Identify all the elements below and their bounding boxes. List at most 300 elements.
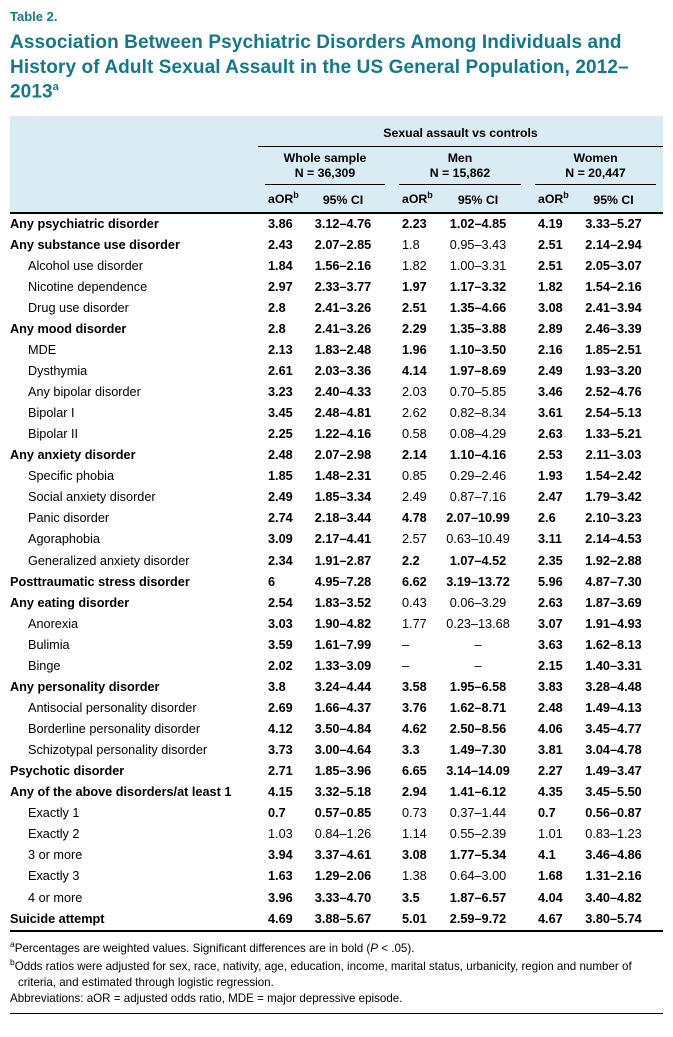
- aor-value: 2.51: [402, 300, 427, 315]
- row-label: Panic disorder: [28, 511, 110, 526]
- ci-value: 0.95–3.43: [449, 237, 507, 252]
- aor-value: 3.61: [538, 406, 563, 421]
- aor-value: 3.45: [268, 406, 293, 421]
- table-row: [10, 593, 663, 614]
- ci-value: 2.46–3.39: [585, 321, 642, 336]
- ci-value: 1.90–4.82: [314, 616, 372, 631]
- ci-value: 2.18–3.44: [314, 511, 372, 526]
- row-label: Exactly 2: [28, 827, 80, 842]
- page-title-text: Association Between Psychiatric Disorders Among Individuals and History of Adult Sexual Assault in the US General Population, 2012–2013: [10, 32, 629, 103]
- ci-value: 3.33–4.70: [314, 890, 372, 905]
- ci-value: 1.85–3.96: [314, 764, 372, 779]
- aor-value: 2.71: [268, 764, 293, 779]
- aor-value: 2.15: [538, 658, 563, 673]
- ci-value: 2.48–4.81: [314, 406, 372, 421]
- table-number-label: Table 2.: [10, 9, 58, 24]
- header-row-columns: [10, 185, 663, 212]
- ci-value: 1.95–6.58: [449, 679, 507, 694]
- table-row: [10, 361, 663, 382]
- table-row: [10, 846, 663, 867]
- ci-value: 3.32–5.18: [314, 785, 372, 800]
- aor-value: 3.63: [538, 637, 563, 652]
- aor-value: 2.35: [538, 553, 563, 568]
- ci-value: 2.59–9.72: [434, 909, 528, 931]
- table-row: [10, 256, 663, 277]
- corner-spacer: [10, 146, 258, 185]
- aor-value: 2.23: [402, 216, 427, 231]
- ci-value: 3.45–4.77: [585, 722, 642, 737]
- group-n: N = 15,862: [429, 166, 491, 181]
- aor-value: 3.96: [268, 890, 293, 905]
- table-row: [10, 783, 663, 804]
- ci-value: 0.56–0.87: [585, 806, 642, 821]
- table-row: [10, 762, 663, 783]
- aor-value: 2.49: [268, 490, 293, 505]
- ci-value: 0.70–5.85: [449, 385, 507, 400]
- aor-value: 1.82: [538, 279, 563, 294]
- ci-value: –: [474, 637, 482, 652]
- ci-value: 2.41–3.26: [314, 300, 372, 315]
- aor-value: 2.49: [402, 490, 427, 505]
- aor-value: 2.48: [538, 700, 563, 715]
- table-row: [10, 825, 663, 846]
- table-row: [10, 635, 663, 656]
- ci-value: 2.07–2.98: [314, 448, 372, 463]
- ci-value: 1.91–2.87: [314, 553, 372, 568]
- ci-value: 2.50–8.56: [449, 722, 507, 737]
- aor-value: 2.16: [538, 342, 563, 357]
- aor-value: 4.12: [268, 722, 293, 737]
- aor-value: 3.73: [268, 743, 293, 758]
- ci-value: 1.62–8.71: [449, 700, 507, 715]
- ci-value: 1.35–3.88: [449, 321, 507, 336]
- table-row: [10, 319, 663, 340]
- aor-value: 0.7: [538, 806, 556, 821]
- aor-value: 1.77: [402, 616, 427, 631]
- table-row: [10, 467, 663, 488]
- row-label: Alcohol use disorder: [28, 258, 143, 273]
- aor-value: 3.07: [538, 616, 563, 631]
- aor-value: 4.69: [258, 909, 300, 931]
- aor-value: 3.83: [538, 679, 563, 694]
- ci-value: 0.06–3.29: [449, 595, 507, 610]
- ci-value: 2.03–3.36: [314, 363, 372, 378]
- table-row: [10, 298, 663, 319]
- ci-value: 1.17–3.32: [449, 279, 507, 294]
- ci-value: 2.14–2.94: [585, 237, 642, 252]
- aor-value: 2.74: [268, 511, 293, 526]
- ci-value: 2.07–10.99: [446, 511, 510, 526]
- ci-value: 1.10–4.16: [449, 448, 507, 463]
- ci-value: 1.56–2.16: [314, 258, 372, 273]
- aor-value: 3.3: [402, 743, 420, 758]
- aor-value: 4.15: [268, 785, 293, 800]
- table-row: [10, 909, 663, 931]
- aor-value: 4.62: [402, 722, 427, 737]
- aor-value: 2.61: [268, 363, 293, 378]
- col-header-ci-whole: 95% CI: [300, 185, 392, 212]
- row-label: Bulimia: [28, 637, 70, 652]
- aor-value: 0.73: [402, 806, 427, 821]
- aor-value: 2.97: [268, 279, 293, 294]
- ci-value: 0.08–4.29: [449, 427, 507, 442]
- ci-value: 3.04–4.78: [585, 743, 642, 758]
- ci-value: 1.33–5.21: [585, 427, 642, 442]
- corner-spacer: [10, 116, 258, 146]
- aor-footnote-marker: b: [427, 190, 433, 201]
- row-label: Antisocial personality disorder: [28, 700, 197, 715]
- ci-value: 1.00–3.31: [449, 258, 507, 273]
- aor-value: 1.63: [268, 869, 293, 884]
- ci-value: 1.77–5.34: [449, 848, 507, 863]
- aor-value: 3.08: [402, 848, 427, 863]
- aor-value: 4.35: [538, 785, 563, 800]
- row-label: 3 or more: [28, 848, 83, 863]
- ci-value: 1.93–3.20: [585, 363, 642, 378]
- row-label: 4 or more: [28, 890, 83, 905]
- col-group-women: [528, 146, 663, 185]
- ci-value: 3.45–5.50: [585, 785, 642, 800]
- ci-value: 1.61–7.99: [314, 637, 372, 652]
- aor-value: 0.85: [402, 469, 427, 484]
- aor-value: 6.62: [402, 574, 427, 589]
- col-header-ci-men: 95% CI: [434, 185, 528, 212]
- ci-value: 1.31–2.16: [585, 869, 642, 884]
- ci-value: 0.55–2.39: [449, 827, 507, 842]
- aor-value: 2.63: [538, 427, 563, 442]
- aor-value: 2.49: [538, 363, 563, 378]
- aor-value: 0.43: [402, 595, 427, 610]
- aor-footnote-marker: b: [563, 190, 569, 201]
- title-footnote-marker: a: [52, 81, 59, 94]
- ci-value: 1.92–2.88: [585, 553, 642, 568]
- col-header-aor-men: aOR$^b$: [392, 185, 434, 212]
- row-label: Posttraumatic stress disorder: [10, 574, 190, 589]
- row-label: Nicotine dependence: [28, 279, 148, 294]
- aor-value: 2.02: [268, 658, 293, 673]
- table-row: [10, 509, 663, 530]
- row-label: Any bipolar disorder: [28, 385, 141, 400]
- table-row: [10, 551, 663, 572]
- group-label: Men: [447, 150, 473, 165]
- table-row: [10, 382, 663, 403]
- aor-value: 1.82: [402, 258, 427, 273]
- group-n: N = 20,447: [565, 166, 626, 181]
- aor-value: 1.85: [268, 469, 293, 484]
- aor-value: 3.08: [538, 300, 563, 315]
- ci-value: 3.00–4.64: [314, 743, 372, 758]
- footnote: Abbreviations: aOR = adjusted odds ratio, MDE = major depressive episode.: [10, 991, 403, 1005]
- page-title: [10, 31, 640, 105]
- col-header-ci-women: 95% CI: [570, 185, 663, 212]
- span-title-text: Sexual assault vs controls: [383, 126, 538, 141]
- aor-value: 2.03: [402, 385, 427, 400]
- ci-value: 1.35–4.66: [449, 300, 507, 315]
- ci-value: 1.97–8.69: [449, 363, 507, 378]
- ci-value: 1.87–6.57: [449, 890, 507, 905]
- ci-value: 1.48–2.31: [314, 469, 372, 484]
- aor-value: 3.76: [402, 700, 427, 715]
- ci-value: 2.52–4.76: [585, 385, 642, 400]
- ci-value: 2.10–3.23: [585, 511, 642, 526]
- row-label: Suicide attempt: [10, 909, 258, 931]
- aor-value: 3.23: [268, 385, 293, 400]
- table-row: [10, 403, 663, 424]
- row-label: Agoraphobia: [28, 532, 100, 547]
- header-row-groups: [10, 146, 663, 185]
- ci-value: 1.87–3.69: [585, 595, 642, 610]
- ci-value: 1.49–4.13: [585, 700, 642, 715]
- aor-value: 3.5: [402, 890, 420, 905]
- aor-value: 2.25: [268, 427, 293, 442]
- footnote-marker: b: [10, 957, 15, 968]
- aor-value: 1.01: [538, 827, 563, 842]
- row-label: Any anxiety disorder: [10, 448, 136, 463]
- aor-value: 2.51: [538, 237, 563, 252]
- ci-value: –: [474, 658, 482, 673]
- ci-value: 1.83–3.52: [314, 595, 372, 610]
- aor-value: 6: [268, 574, 276, 589]
- footnotes: [10, 932, 663, 1014]
- aor-value: 2.6: [538, 511, 556, 526]
- row-label: Dysthymia: [28, 363, 88, 378]
- row-label: Bipolar I: [28, 406, 75, 421]
- aor-value: 2.57: [402, 532, 427, 547]
- ci-value: 1.83–2.48: [314, 342, 372, 357]
- ci-value: 3.37–4.61: [314, 848, 372, 863]
- ci-value: 2.41–3.94: [585, 300, 642, 315]
- ci-value: 0.83–1.23: [585, 827, 642, 842]
- aor-value: 2.62: [402, 406, 427, 421]
- ci-value: 4.87–7.30: [585, 574, 642, 589]
- corner-spacer: [10, 185, 258, 212]
- aor-value: 4.1: [538, 848, 556, 863]
- aor-value: 4.67: [528, 909, 570, 931]
- ci-value: 3.12–4.76: [314, 216, 372, 231]
- row-label: Any mood disorder: [10, 321, 127, 336]
- row-label: Any of the above disorders/at least 1: [10, 785, 232, 800]
- col-header-aor-whole: aOR$^b$: [258, 185, 300, 212]
- table-row: [10, 530, 663, 551]
- ci-value: 1.49–3.47: [585, 764, 642, 779]
- ci-value: 2.14–4.53: [585, 532, 642, 547]
- aor-value: 2.29: [402, 321, 427, 336]
- aor-value: 2.34: [268, 553, 293, 568]
- ci-value: 0.37–1.44: [449, 806, 507, 821]
- ci-value: 1.41–6.12: [449, 785, 507, 800]
- aor-value: 1.97: [402, 279, 427, 294]
- aor-value: 2.8: [268, 321, 286, 336]
- row-label: Any eating disorder: [10, 595, 130, 610]
- row-label: Anorexia: [28, 616, 79, 631]
- ci-value: 3.28–4.48: [585, 679, 642, 694]
- row-label: Exactly 3: [28, 869, 80, 884]
- row-label: Psychotic disorder: [10, 764, 125, 779]
- aor-value: 2.27: [538, 764, 563, 779]
- row-label: Any psychiatric disorder: [10, 216, 159, 231]
- ci-value: 1.10–3.50: [449, 342, 507, 357]
- aor-value: 3.58: [402, 679, 427, 694]
- table-body: [10, 213, 663, 931]
- aor-value: 3.59: [268, 637, 293, 652]
- col-header-aor-women: aOR$^b$: [528, 185, 570, 212]
- table-row: [10, 572, 663, 593]
- row-label: Exactly 1: [28, 806, 80, 821]
- ci-value: 3.24–4.44: [314, 679, 372, 694]
- ci-value: 1.79–3.42: [585, 490, 642, 505]
- ci-value: 0.87–7.16: [449, 490, 507, 505]
- aor-value: 2.54: [268, 595, 293, 610]
- aor-value: 3.86: [268, 216, 293, 231]
- row-label: Binge: [28, 658, 61, 673]
- aor-value: 6.65: [402, 764, 427, 779]
- row-label: Generalized anxiety disorder: [28, 553, 190, 568]
- header-row-span: [10, 116, 663, 146]
- aor-value: 1.38: [402, 869, 427, 884]
- aor-value: 2.14: [402, 448, 427, 463]
- ci-value: 2.11–3.03: [585, 448, 642, 463]
- aor-value: 1.03: [268, 827, 293, 842]
- aor-value: 4.04: [538, 890, 563, 905]
- aor-value: 2.53: [538, 448, 563, 463]
- aor-value: 2.8: [268, 300, 286, 315]
- col-group-men: [392, 146, 528, 185]
- col-group-span-title: [258, 116, 663, 146]
- aor-value: 0.58: [402, 427, 427, 442]
- ci-value: 4.95–7.28: [314, 574, 372, 589]
- ci-value: 2.17–4.41: [314, 532, 372, 547]
- row-label: Borderline personality disorder: [28, 722, 201, 737]
- ci-value: 2.40–4.33: [314, 385, 372, 400]
- aor-value: 2.51: [538, 258, 563, 273]
- aor-value: 3.11: [538, 532, 562, 547]
- table-row: [10, 867, 663, 888]
- ci-value: 0.23–13.68: [446, 616, 510, 631]
- table-row: [10, 425, 663, 446]
- ci-value: 0.29–2.46: [449, 469, 507, 484]
- row-label: Social anxiety disorder: [28, 490, 156, 505]
- row-label: MDE: [28, 342, 57, 357]
- aor-value: 4.14: [402, 363, 427, 378]
- aor-value: 2.2: [402, 553, 420, 568]
- ci-value: 3.50–4.84: [314, 722, 372, 737]
- ci-value: 1.49–7.30: [449, 743, 507, 758]
- aor-value: 2.13: [268, 342, 293, 357]
- table-row: [10, 277, 663, 298]
- table-row: [10, 698, 663, 719]
- aor-value: 3.94: [268, 848, 293, 863]
- table-row: [10, 740, 663, 761]
- footnote: $^b$Odds ratios were adjusted for sex, race, nativity, age, education, income, marital status, urbanicity, region and number of criteria, and estimated through logistic regression.: [10, 957, 632, 989]
- ci-value: 0.63–10.49: [446, 532, 510, 547]
- ci-value: 1.40–3.31: [585, 658, 642, 673]
- ci-value: 1.66–4.37: [314, 700, 372, 715]
- group-label: Whole sample: [283, 150, 367, 165]
- aor-value: –: [402, 658, 410, 673]
- ci-value: 2.33–3.77: [314, 279, 372, 294]
- table-row: [10, 719, 663, 740]
- group-n: N = 36,309: [294, 166, 356, 181]
- ci-value: 1.22–4.16: [314, 427, 372, 442]
- ci-value: 2.07–2.85: [314, 237, 372, 252]
- ci-value: 0.84–1.26: [314, 827, 372, 842]
- ci-value: 1.85–3.34: [314, 490, 372, 505]
- table-row: [10, 614, 663, 635]
- row-label: Specific phobia: [28, 469, 115, 484]
- table-row: [10, 888, 663, 909]
- ci-value: 1.85–2.51: [585, 342, 642, 357]
- aor-footnote-marker: b: [293, 190, 299, 201]
- ci-value: 1.33–3.09: [314, 658, 372, 673]
- aor-value: 1.96: [402, 342, 427, 357]
- ci-value: 3.40–4.82: [585, 890, 642, 905]
- footnote: $^a$Percentages are weighted values. Significant differences are in bold (P < .05).: [10, 939, 415, 955]
- aor-value: 2.89: [538, 321, 563, 336]
- row-label: Schizotypal personality disorder: [28, 743, 208, 758]
- aor-value: 2.63: [538, 595, 563, 610]
- ci-value: 1.07–4.52: [449, 553, 507, 568]
- ci-value: 1.02–4.85: [449, 216, 507, 231]
- aor-value: 0.7: [268, 806, 286, 821]
- ci-value: 0.64–3.00: [449, 869, 507, 884]
- ci-value: 3.88–5.67: [300, 909, 392, 931]
- col-group-whole-sample: [258, 146, 392, 185]
- group-label: Women: [573, 150, 618, 165]
- ci-value: 3.19–13.72: [446, 574, 510, 589]
- ci-value: 3.33–5.27: [585, 216, 642, 231]
- ci-value: 0.57–0.85: [314, 806, 372, 821]
- aor-value: –: [402, 637, 410, 652]
- table-header: [10, 116, 663, 213]
- aor-value: 3.03: [268, 616, 293, 631]
- table-row: [10, 446, 663, 467]
- aor-value: 5.01: [392, 909, 434, 931]
- table-row: [10, 488, 663, 509]
- ci-value: 2.41–3.26: [314, 321, 372, 336]
- aor-value: 2.43: [268, 237, 293, 252]
- aor-value: 1.68: [538, 869, 563, 884]
- row-label: Bipolar II: [28, 427, 79, 442]
- aor-value: 2.47: [538, 490, 563, 505]
- aor-value: 1.14: [402, 827, 427, 842]
- aor-value: 1.8: [402, 237, 420, 252]
- aor-value: 4.78: [402, 511, 427, 526]
- row-label: Drug use disorder: [28, 300, 129, 315]
- ci-value: 2.05–3.07: [585, 258, 642, 273]
- aor-value: 3.8: [268, 679, 286, 694]
- aor-value: 3.46: [538, 385, 563, 400]
- table-row: [10, 213, 663, 235]
- aor-value: 3.09: [268, 532, 293, 547]
- table-row: [10, 677, 663, 698]
- aor-value: 4.06: [538, 722, 563, 737]
- ci-value: 3.80–5.74: [570, 909, 663, 931]
- table-row: [10, 235, 663, 256]
- ci-value: 1.54–2.42: [585, 469, 642, 484]
- aor-value: 2.48: [268, 448, 293, 463]
- ci-value: 1.54–2.16: [585, 279, 642, 294]
- ci-value: 2.54–5.13: [585, 406, 642, 421]
- table-row: [10, 656, 663, 677]
- table-row: [10, 340, 663, 361]
- aor-value: 1.84: [268, 258, 293, 273]
- ci-value: 0.82–8.34: [449, 406, 507, 421]
- ci-value: 1.29–2.06: [314, 869, 372, 884]
- aor-value: 2.69: [268, 700, 293, 715]
- aor-value: 4.19: [538, 216, 563, 231]
- ci-value: 1.91–4.93: [585, 616, 642, 631]
- aor-value: 1.93: [538, 469, 563, 484]
